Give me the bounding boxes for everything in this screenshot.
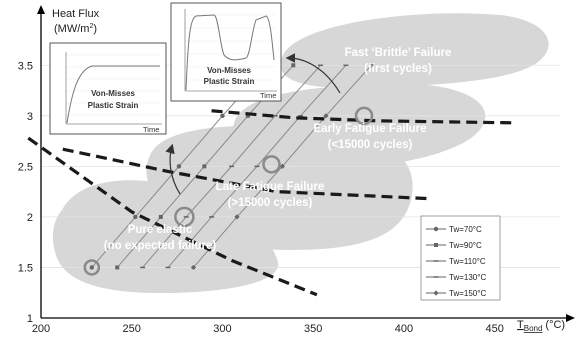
- legend: [421, 216, 500, 300]
- legend-label-4: Tw=150°C: [449, 289, 487, 298]
- y-tick-label-3: 2.5: [17, 161, 33, 174]
- series-1-point-1: [159, 215, 163, 219]
- legend-label-1: Tw=90°C: [449, 241, 482, 250]
- x-tick-label-1: 250: [122, 323, 141, 335]
- legend-marker-0: [434, 227, 438, 231]
- x-tick-label-0: 200: [31, 323, 51, 335]
- inset-2-label: Von-Misses Plastic Strain: [203, 66, 255, 86]
- region-label-pure-elastic: Pure elastic (no expected failure): [103, 224, 217, 252]
- x-tick-label-5: 450: [485, 323, 504, 335]
- y-tick-label-1: 1.5: [17, 262, 33, 275]
- series-0-point-0: [90, 265, 94, 269]
- series-1-point-2: [202, 164, 206, 168]
- x-tick-label-2: 300: [213, 323, 232, 335]
- legend-label-0: Tw=70°C: [449, 225, 482, 234]
- y-tick-label-0: 1: [26, 313, 33, 325]
- y-tick-label-5: 3.5: [17, 60, 33, 73]
- y-axis-title: Heat Flux: [52, 8, 100, 20]
- y-tick-label-4: 3: [26, 110, 33, 123]
- legend-label-2: Tw=110°C: [449, 257, 486, 266]
- y-axis-arrow: [37, 5, 45, 14]
- series-0-point-2: [177, 164, 181, 168]
- region-label-early-fatigue: Early Fatigue Failure (<15000 cycles): [313, 123, 427, 151]
- inset-2-time-label: Time: [260, 91, 277, 100]
- legend-marker-1: [434, 243, 438, 247]
- y-axis-unit: $(MW/m^2)$: [54, 23, 98, 35]
- series-0-point-1: [133, 215, 137, 219]
- series-0-point-3: [220, 114, 224, 118]
- region-label-fast-brittle: Fast ‘Brittle’ Failure (first cycles): [344, 47, 452, 75]
- inset-1-label: Von-Misses Plastic Strain: [87, 89, 139, 110]
- series-1-point-4: [291, 63, 295, 67]
- inset-plot-2: [171, 3, 281, 101]
- x-axis-arrow: [566, 314, 575, 322]
- region-label-late-fatigue: Late Fatigue Failure (>15000 cycles): [215, 181, 325, 209]
- x-tick-label-3: 350: [304, 323, 323, 335]
- inset-1-time-label: Time: [143, 125, 160, 134]
- x-axis-title: $T_{Bond}$ (°C): [517, 319, 566, 333]
- y-tick-label-2: 2: [26, 211, 33, 224]
- series-1-point-0: [115, 265, 119, 269]
- x-tick-label-4: 400: [394, 323, 414, 335]
- inset-plot-1: [50, 43, 166, 134]
- legend-label-3: Tw=130°C: [449, 273, 487, 282]
